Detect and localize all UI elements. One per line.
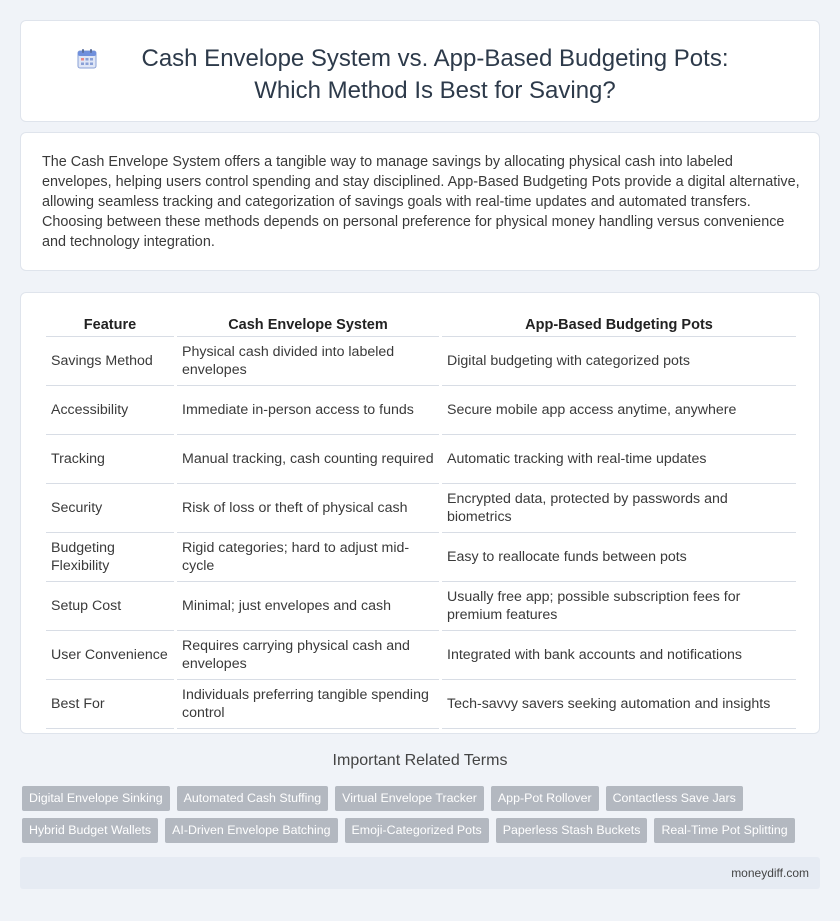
feature-cell: Security (46, 484, 174, 533)
table-header-row (46, 315, 796, 337)
app-cell: Tech-savvy savers seeking automation and insights (442, 680, 796, 729)
related-terms-list (22, 786, 812, 850)
feature-cell: Savings Method (46, 337, 174, 386)
feature-cell: Budgeting Flexibility (46, 533, 174, 582)
related-term-tag[interactable]: Digital Envelope Sinking (22, 786, 170, 811)
feature-cell: Tracking (46, 435, 174, 484)
app-cell: Usually free app; possible subscription fees for premium features (442, 582, 796, 631)
table-row (46, 386, 796, 435)
cash-cell: Immediate in-person access to funds (177, 386, 439, 435)
related-term-tag[interactable]: Emoji-Categorized Pots (345, 818, 489, 843)
related-term-tag[interactable]: Automated Cash Stuffing (177, 786, 329, 811)
feature-cell: Best For (46, 680, 174, 729)
table-row (46, 533, 796, 582)
related-term-tag[interactable]: Paperless Stash Buckets (496, 818, 648, 843)
table-row (46, 484, 796, 533)
related-term-tag[interactable]: Hybrid Budget Wallets (22, 818, 158, 843)
header-feature: Feature (46, 315, 174, 337)
footer-site-link[interactable]: moneydiff.com (731, 866, 809, 880)
app-cell: Automatic tracking with real-time updates (442, 435, 796, 484)
title-card (20, 20, 820, 122)
intro-paragraph: The Cash Envelope System offers a tangible way to manage savings by allocating physical cash into labeled envelopes, helping users control spending and stay disciplined. App-Based Budgeting Pots provide a digital alternative, allowing seamless tracking and categorization of savings goals with real-time updates and automated transfers. Choosing between these methods depends on personal preference for physical money handling versus convenience and technology integration. (42, 154, 800, 250)
related-term-tag[interactable]: AI-Driven Envelope Batching (165, 818, 337, 843)
related-terms-heading: Important Related Terms (332, 752, 508, 769)
cash-cell: Physical cash divided into labeled envelopes (177, 337, 439, 386)
header-cash-envelope: Cash Envelope System (177, 315, 439, 337)
related-term-tag[interactable]: Contactless Save Jars (606, 786, 743, 811)
cash-cell: Requires carrying physical cash and envelopes (177, 631, 439, 680)
app-cell: Digital budgeting with categorized pots (442, 337, 796, 386)
feature-cell: User Convenience (46, 631, 174, 680)
table-row (46, 337, 796, 386)
table-row (46, 582, 796, 631)
cash-cell: Individuals preferring tangible spending control (177, 680, 439, 729)
intro-card (20, 132, 820, 271)
app-cell: Easy to reallocate funds between pots (442, 533, 796, 582)
app-cell: Integrated with bank accounts and notifications (442, 631, 796, 680)
page-title: Cash Envelope System vs. App-Based Budgeting Pots: Which Method Is Best for Saving? (141, 45, 729, 104)
related-term-tag[interactable]: App-Pot Rollover (491, 786, 599, 811)
related-term-tag[interactable]: Real-Time Pot Splitting (654, 818, 794, 843)
header-app-pots: App-Based Budgeting Pots (442, 315, 796, 337)
feature-cell: Setup Cost (46, 582, 174, 631)
table-row (46, 680, 796, 729)
comparison-table-card (20, 292, 820, 734)
table-row (46, 631, 796, 680)
related-term-tag[interactable]: Virtual Envelope Tracker (335, 786, 484, 811)
cash-cell: Rigid categories; hard to adjust mid-cycle (177, 533, 439, 582)
feature-cell: Accessibility (46, 386, 174, 435)
app-cell: Encrypted data, protected by passwords and biometrics (442, 484, 796, 533)
cash-cell: Minimal; just envelopes and cash (177, 582, 439, 631)
app-cell: Secure mobile app access anytime, anywhere (442, 386, 796, 435)
cash-cell: Manual tracking, cash counting required (177, 435, 439, 484)
footer (20, 857, 820, 889)
table-row (46, 435, 796, 484)
comparison-table (43, 315, 799, 729)
cash-cell: Risk of loss or theft of physical cash (177, 484, 439, 533)
